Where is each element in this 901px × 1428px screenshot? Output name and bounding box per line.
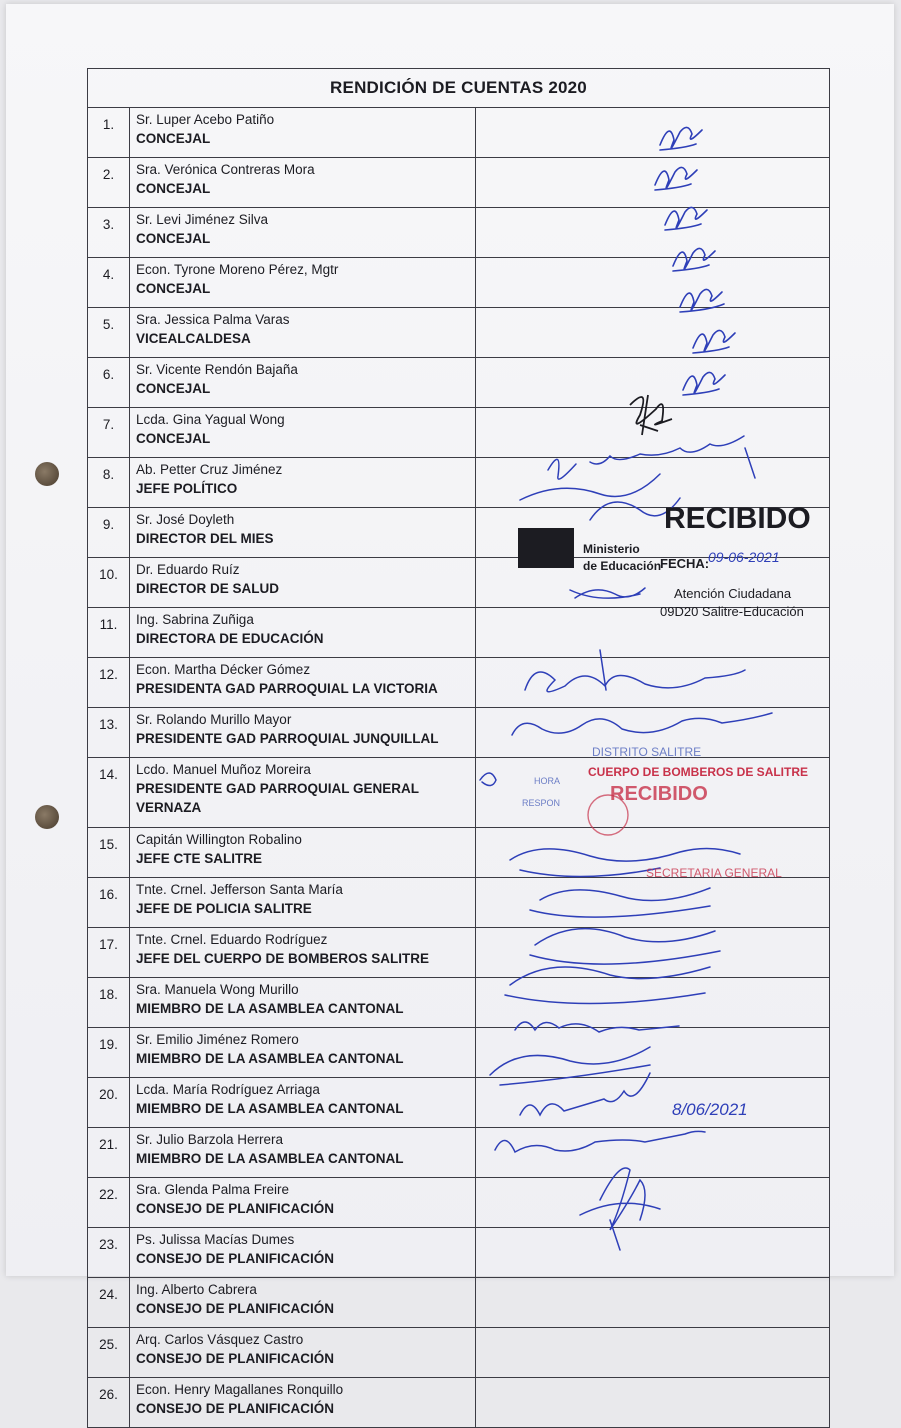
signature-cell — [476, 978, 830, 1028]
table-row — [88, 1178, 830, 1228]
table-row — [88, 1328, 830, 1378]
attendee-role: CONSEJO DE PLANIFICACIÓN — [136, 1401, 335, 1416]
attendee-name: Sra. Jessica Palma Varas — [136, 312, 290, 327]
attendee-role: DIRECTOR DEL MIES — [136, 531, 274, 546]
attendee-name: Econ. Henry Magallanes Ronquillo — [136, 1382, 344, 1397]
signature-cell — [476, 358, 830, 408]
attendee-cell — [130, 878, 476, 928]
attendee-cell — [130, 558, 476, 608]
attendee-cell — [130, 158, 476, 208]
attendee-role: JEFE CTE SALITRE — [136, 851, 263, 866]
attendee-cell — [130, 1128, 476, 1178]
attendee-cell — [130, 1178, 476, 1228]
table-row — [88, 658, 830, 708]
signature-cell — [476, 1328, 830, 1378]
attendee-cell — [130, 1028, 476, 1078]
row-number: 9. — [88, 508, 130, 558]
row-number: 2. — [88, 158, 130, 208]
attendee-role: CONSEJO DE PLANIFICACIÓN — [136, 1351, 335, 1366]
svg-text:09D20 Salitre-Educación: 09D20 Salitre-Educación — [660, 604, 804, 619]
attendee-role: JEFE POLÍTICO — [136, 481, 238, 496]
signature-cell — [476, 1078, 830, 1128]
table-row — [88, 1078, 830, 1128]
attendee-cell — [130, 258, 476, 308]
attendee-name: Sra. Verónica Contreras Mora — [136, 162, 315, 177]
attendee-name: Econ. Martha Décker Gómez — [136, 662, 311, 677]
attendee-role: CONCEJAL — [136, 281, 211, 296]
attendee-name: Lcda. María Rodríguez Arriaga — [136, 1082, 320, 1097]
row-number: 1. — [88, 108, 130, 158]
signature-cell — [476, 1128, 830, 1178]
attendee-role: MIEMBRO DE LA ASAMBLEA CANTONAL — [136, 1151, 404, 1166]
attendance-table — [87, 68, 830, 1428]
attendee-role: CONSEJO DE PLANIFICACIÓN — [136, 1251, 335, 1266]
row-number: 13. — [88, 708, 130, 758]
attendee-name: Econ. Tyrone Moreno Pérez, Mgtr — [136, 262, 339, 277]
row-number: 24. — [88, 1278, 130, 1328]
signature-cell — [476, 658, 830, 708]
row-number: 7. — [88, 408, 130, 458]
row-number: 26. — [88, 1378, 130, 1428]
attendee-cell — [130, 608, 476, 658]
signature-cell — [476, 308, 830, 358]
row-number: 16. — [88, 878, 130, 928]
svg-text:FECHA:: FECHA: — [660, 556, 710, 571]
punch-hole-bottom — [35, 805, 59, 829]
attendee-name: Ps. Julissa Macías Dumes — [136, 1232, 295, 1247]
table-row — [88, 458, 830, 508]
attendee-name: Sr. Levi Jiménez Silva — [136, 212, 269, 227]
table-row — [88, 758, 830, 828]
attendee-cell — [130, 408, 476, 458]
svg-text:Atención Ciudadana: Atención Ciudadana — [674, 586, 792, 601]
row-number: 11. — [88, 608, 130, 658]
signature-cell — [476, 108, 830, 158]
row-number: 21. — [88, 1128, 130, 1178]
table-row — [88, 878, 830, 928]
attendee-cell — [130, 828, 476, 878]
attendee-name: Sr. Vicente Rendón Bajaña — [136, 362, 298, 377]
svg-text:DISTRITO SALITRE: DISTRITO SALITRE — [592, 745, 702, 759]
attendee-role: CONSEJO DE PLANIFICACIÓN — [136, 1201, 335, 1216]
attendee-cell — [130, 308, 476, 358]
punch-hole-top — [35, 462, 59, 486]
table-row — [88, 158, 830, 208]
attendee-role: VICEALCALDESA — [136, 331, 251, 346]
table-row — [88, 1278, 830, 1328]
attendee-role: MIEMBRO DE LA ASAMBLEA CANTONAL — [136, 1101, 404, 1116]
signature-cell — [476, 208, 830, 258]
attendee-role: CONCEJAL — [136, 231, 211, 246]
attendee-cell — [130, 208, 476, 258]
attendee-role: CONCEJAL — [136, 181, 211, 196]
attendee-name: Sra. Manuela Wong Murillo — [136, 982, 299, 997]
row-number: 8. — [88, 458, 130, 508]
table-row — [88, 408, 830, 458]
attendee-role: CONCEJAL — [136, 131, 211, 146]
svg-text:RECIBIDO: RECIBIDO — [610, 783, 708, 805]
table-row — [88, 308, 830, 358]
row-number: 19. — [88, 1028, 130, 1078]
attendee-cell — [130, 508, 476, 558]
signature-cell — [476, 878, 830, 928]
table-row — [88, 558, 830, 608]
attendee-role: DIRECTOR DE SALUD — [136, 581, 280, 596]
table-row — [88, 708, 830, 758]
attendee-cell — [130, 658, 476, 708]
handwritten-date-24: 8/06/2021 — [672, 1100, 748, 1119]
attendee-cell — [130, 1378, 476, 1428]
attendee-cell — [130, 928, 476, 978]
signature-cell — [476, 158, 830, 208]
row-number: 3. — [88, 208, 130, 258]
row-number: 18. — [88, 978, 130, 1028]
table-row — [88, 1128, 830, 1178]
attendee-name: Sr. Julio Barzola Herrera — [136, 1132, 284, 1147]
table-row — [88, 928, 830, 978]
row-number: 25. — [88, 1328, 130, 1378]
attendee-role: CONCEJAL — [136, 431, 211, 446]
attendee-cell — [130, 108, 476, 158]
svg-text:09-06-2021: 09-06-2021 — [708, 549, 780, 565]
row-number: 17. — [88, 928, 130, 978]
attendee-role: JEFE DE POLICIA SALITRE — [136, 901, 312, 916]
table-row — [88, 208, 830, 258]
attendee-name: Sr. Luper Acebo Patiño — [136, 112, 275, 127]
table-row — [88, 1028, 830, 1078]
signature-cell — [476, 558, 830, 608]
table-row — [88, 108, 830, 158]
attendee-name: Sra. Glenda Palma Freire — [136, 1182, 290, 1197]
attendee-role: DIRECTORA DE EDUCACIÓN — [136, 631, 324, 646]
table-row — [88, 828, 830, 878]
row-number: 6. — [88, 358, 130, 408]
row-number: 20. — [88, 1078, 130, 1128]
table-row — [88, 608, 830, 658]
svg-text:RECIBIDO: RECIBIDO — [664, 502, 811, 535]
attendee-cell — [130, 1328, 476, 1378]
signature-cell — [476, 708, 830, 758]
attendee-role: PRESIDENTA GAD PARROQUIAL LA VICTORIA — [136, 681, 438, 696]
signature-cell — [476, 408, 830, 458]
signature-cell — [476, 258, 830, 308]
svg-text:CUERPO DE BOMBEROS DE SALITRE: CUERPO DE BOMBEROS DE SALITRE — [588, 765, 809, 779]
signature-cell — [476, 1378, 830, 1428]
svg-text:de Educación: de Educación — [583, 559, 662, 573]
attendee-name: Arq. Carlos Vásquez Castro — [136, 1332, 304, 1347]
attendee-name: Sr. José Doyleth — [136, 512, 235, 527]
attendee-role: JEFE DEL CUERPO DE BOMBEROS SALITRE — [136, 951, 430, 966]
attendee-role: CONSEJO DE PLANIFICACIÓN — [136, 1301, 335, 1316]
attendee-role: CONCEJAL — [136, 381, 211, 396]
attendee-name: Sr. Emilio Jiménez Romero — [136, 1032, 299, 1047]
row-number: 14. — [88, 758, 130, 828]
attendee-name: Ing. Sabrina Zuñiga — [136, 612, 254, 627]
attendee-role: MIEMBRO DE LA ASAMBLEA CANTONAL — [136, 1001, 404, 1016]
row-number: 10. — [88, 558, 130, 608]
document-title: RENDICIÓN DE CUENTAS 2020 — [88, 69, 830, 108]
attendee-name: Dr. Eduardo Ruíz — [136, 562, 240, 577]
table-row — [88, 978, 830, 1028]
attendee-cell — [130, 458, 476, 508]
svg-text:Ministerio: Ministerio — [583, 542, 640, 556]
attendee-name: Lcdo. Manuel Muñoz Moreira — [136, 762, 311, 777]
signature-cell — [476, 1178, 830, 1228]
attendee-name: Capitán Willington Robalino — [136, 832, 302, 847]
signature-cell — [476, 1228, 830, 1278]
signature-cell — [476, 758, 830, 828]
table-row — [88, 1378, 830, 1428]
signature-cell — [476, 828, 830, 878]
attendee-name: Sr. Rolando Murillo Mayor — [136, 712, 292, 727]
row-number: 23. — [88, 1228, 130, 1278]
attendee-name: Tnte. Crnel. Jefferson Santa María — [136, 882, 343, 897]
attendee-cell — [130, 978, 476, 1028]
table-row — [88, 258, 830, 308]
row-number: 15. — [88, 828, 130, 878]
row-number: 22. — [88, 1178, 130, 1228]
attendee-cell — [130, 758, 476, 828]
attendee-name: Lcda. Gina Yagual Wong — [136, 412, 285, 427]
svg-text:SECRETARIA GENERAL: SECRETARIA GENERAL — [646, 866, 782, 880]
attendee-cell — [130, 708, 476, 758]
attendee-cell — [130, 358, 476, 408]
attendee-name: Ab. Petter Cruz Jiménez — [136, 462, 283, 477]
signature-cell — [476, 458, 830, 508]
attendee-cell — [130, 1078, 476, 1128]
svg-text:RESPON: RESPON — [522, 798, 561, 808]
signature-cell — [476, 608, 830, 658]
signature-cell — [476, 1028, 830, 1078]
attendee-cell — [130, 1278, 476, 1328]
attendee-name: Ing. Alberto Cabrera — [136, 1282, 257, 1297]
signature-cell — [476, 1278, 830, 1328]
svg-text:HORA: HORA — [534, 776, 561, 786]
table-row — [88, 358, 830, 408]
attendee-role: PRESIDENTE GAD PARROQUIAL GENERAL VERNAZA — [136, 781, 419, 815]
attendee-cell — [130, 1228, 476, 1278]
attendee-name: Tnte. Crnel. Eduardo Rodríguez — [136, 932, 328, 947]
row-number: 4. — [88, 258, 130, 308]
signature-cell — [476, 508, 830, 558]
table-row — [88, 1228, 830, 1278]
attendee-role: PRESIDENTE GAD PARROQUIAL JUNQUILLAL — [136, 731, 439, 746]
signature-cell — [476, 928, 830, 978]
attendee-role: MIEMBRO DE LA ASAMBLEA CANTONAL — [136, 1051, 404, 1066]
table-row — [88, 508, 830, 558]
row-number: 5. — [88, 308, 130, 358]
row-number: 12. — [88, 658, 130, 708]
